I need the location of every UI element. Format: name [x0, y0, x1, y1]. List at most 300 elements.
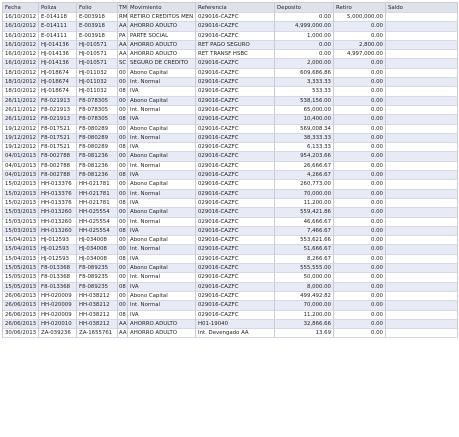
col-saldo-cell	[386, 134, 458, 143]
col-movimiento-cell: IVA	[128, 87, 196, 96]
col-movimiento-cell: IVA	[128, 199, 196, 208]
col-tm-cell: 00	[118, 78, 128, 87]
col-folio-cell: F8-078305	[77, 106, 118, 115]
table-row[interactable]	[3, 329, 458, 338]
col-saldo-cell	[386, 311, 458, 320]
col-tm-cell: SC	[118, 59, 128, 68]
table-row[interactable]	[3, 208, 458, 217]
col-folio-cell: F8-081236	[77, 171, 118, 180]
col-tm-cell: 00	[118, 292, 128, 301]
col-retiro-cell: 0.00	[334, 115, 386, 124]
col-folio-cell: HJ-034008	[77, 255, 118, 264]
col-fecha-cell: 18/10/2012	[3, 87, 39, 96]
col-referencia-cell: 029016-CAZFC	[196, 227, 275, 236]
col-saldo-cell	[386, 245, 458, 254]
col-poliza-cell: E-014111	[39, 22, 77, 31]
col-saldo-cell	[386, 143, 458, 152]
col-retiro-cell: 0.00	[334, 255, 386, 264]
col-folio-cell: F8-089235	[77, 264, 118, 273]
col-deposito-cell: 8,000.00	[275, 283, 334, 292]
col-movimiento-cell: Int. Normal	[128, 162, 196, 171]
col-folio-cell: HH-025554	[77, 218, 118, 227]
col-retiro-cell: 0.00	[334, 171, 386, 180]
col-tm-cell: 00	[118, 134, 128, 143]
col-saldo-cell	[386, 273, 458, 282]
col-tm-cell: 00	[118, 190, 128, 199]
col-deposito-cell: 3,333.33	[275, 78, 334, 87]
col-folio-cell: F8-080289	[77, 134, 118, 143]
col-tm-cell: 08	[118, 171, 128, 180]
col-saldo-cell	[386, 180, 458, 189]
table-row[interactable]	[3, 50, 458, 59]
col-saldo-cell	[386, 218, 458, 227]
col-poliza-cell: F8-002788	[39, 152, 77, 161]
col-deposito-cell: 0.00	[275, 50, 334, 59]
col-movimiento-cell: RETIRO CREDITOS MEN	[128, 13, 196, 22]
col-movimiento-cell: IVA	[128, 171, 196, 180]
col-deposito-cell: 538,156.00	[275, 97, 334, 106]
col-referencia-cell: 029016-CAZFC	[196, 180, 275, 189]
table-row[interactable]	[3, 115, 458, 124]
col-referencia-cell: 029016-CAZFC	[196, 125, 275, 134]
col-deposito-cell: 4,999,000.00	[275, 22, 334, 31]
col-poliza-cell: HH-020009	[39, 311, 77, 320]
col-folio-cell: F8-081236	[77, 152, 118, 161]
col-referencia-cell: 029016-CAZFC	[196, 78, 275, 87]
col-movimiento-cell: Int. Normal	[128, 106, 196, 115]
col-poliza-cell: F8-017521	[39, 125, 77, 134]
col-fecha-cell: 16/10/2012	[3, 59, 39, 68]
col-tm-cell: 00	[118, 301, 128, 310]
col-saldo-cell	[386, 106, 458, 115]
table-row[interactable]	[3, 22, 458, 31]
col-folio-cell: HJ-010571	[77, 41, 118, 50]
col-folio-cell: HJ-011032	[77, 87, 118, 96]
col-tm-cell: 08	[118, 199, 128, 208]
table-row[interactable]	[3, 162, 458, 171]
col-tm-cell: 00	[118, 264, 128, 273]
col-deposito-cell: 7,466.67	[275, 227, 334, 236]
col-movimiento-cell: Int. Normal	[128, 273, 196, 282]
col-poliza-cell: F8-013368	[39, 264, 77, 273]
col-deposito-cell: 4,266.67	[275, 171, 334, 180]
col-saldo-cell	[386, 301, 458, 310]
col-tm-cell: 08	[118, 227, 128, 236]
table-row[interactable]	[3, 152, 458, 161]
col-movimiento-cell: IVA	[128, 255, 196, 264]
col-referencia-cell: 029016-CAZFC	[196, 255, 275, 264]
table-row[interactable]	[3, 69, 458, 78]
col-fecha-cell: 18/10/2012	[3, 69, 39, 78]
col-retiro-cell: 0.00	[334, 190, 386, 199]
col-folio-cell: F8-078305	[77, 97, 118, 106]
col-movimiento-cell: Abono Capital	[128, 264, 196, 273]
col-folio-cell: F8-080289	[77, 143, 118, 152]
col-movimiento-cell: IVA	[128, 311, 196, 320]
col-saldo-cell	[386, 50, 458, 59]
col-fecha-cell: 26/11/2012	[3, 97, 39, 106]
table-row[interactable]	[3, 143, 458, 152]
col-folio-cell: F8-089235	[77, 273, 118, 282]
col-folio-cell: F8-089235	[77, 283, 118, 292]
col-movimiento-cell: Int. Normal	[128, 190, 196, 199]
col-saldo-cell	[386, 190, 458, 199]
col-saldo-cell	[386, 283, 458, 292]
col-folio-cell: HJ-010571	[77, 50, 118, 59]
col-fecha-cell: 15/03/2013	[3, 218, 39, 227]
col-referencia-cell: 029016-CAZFC	[196, 264, 275, 273]
table-row[interactable]	[3, 218, 458, 227]
table-row[interactable]	[3, 320, 458, 329]
col-poliza-cell: HH-013376	[39, 199, 77, 208]
col-referencia-cell: 029016-CAZFC	[196, 87, 275, 96]
col-deposito-cell: 0.00	[275, 13, 334, 22]
col-fecha-cell: 15/05/2013	[3, 264, 39, 273]
table-row[interactable]	[3, 264, 458, 273]
table-row[interactable]	[3, 32, 458, 41]
table-row[interactable]	[3, 125, 458, 134]
col-movimiento-cell: IVA	[128, 143, 196, 152]
col-deposito-cell: 46,666.67	[275, 218, 334, 227]
col-retiro-cell: 0.00	[334, 218, 386, 227]
col-poliza-cell: HH-020009	[39, 301, 77, 310]
col-fecha-cell: 26/06/2013	[3, 301, 39, 310]
col-tm-cell: 08	[118, 255, 128, 264]
col-folio-cell: HH-025554	[77, 208, 118, 217]
col-fecha-cell: 04/01/2013	[3, 162, 39, 171]
col-fecha-cell: 19/12/2012	[3, 125, 39, 134]
col-tm-cell: 00	[118, 245, 128, 254]
col-fecha-cell: 16/10/2012	[3, 32, 39, 41]
col-folio-cell: E-003918	[77, 22, 118, 31]
col-fecha-cell: 16/10/2012	[3, 13, 39, 22]
table-row[interactable]	[3, 97, 458, 106]
col-deposito-cell: 2,000.00	[275, 59, 334, 68]
col-fecha-cell: 26/11/2012	[3, 115, 39, 124]
col-folio-cell: HH-021781	[77, 180, 118, 189]
col-referencia-cell: 029016-CAZFC	[196, 199, 275, 208]
col-saldo-cell	[386, 292, 458, 301]
col-tm-header[interactable]: TM	[119, 5, 127, 11]
col-retiro-cell: 0.00	[334, 162, 386, 171]
col-folio-header[interactable]: Folio	[77, 3, 118, 13]
col-movimiento-cell: Abono Capital	[128, 69, 196, 78]
col-tm-cell: AA	[118, 41, 128, 50]
col-saldo-cell	[386, 264, 458, 273]
col-fecha-header[interactable]: Fecha	[3, 3, 39, 13]
col-tm-cell: 08	[118, 311, 128, 320]
col-movimiento-cell: AHORRO ADULTO	[128, 329, 196, 338]
table-row[interactable]	[3, 245, 458, 254]
col-poliza-cell: HJ-014136	[39, 41, 77, 50]
col-referencia-cell: 029016-CAZFC	[196, 236, 275, 245]
table-row[interactable]	[3, 292, 458, 301]
col-folio-cell: HH-021781	[77, 199, 118, 208]
col-movimiento-cell: AHORRO ADULTO	[128, 41, 196, 50]
col-tm-cell: 08	[118, 115, 128, 124]
col-deposito-cell: 50,000.00	[275, 273, 334, 282]
col-tm-cell: 08	[118, 87, 128, 96]
col-referencia-cell: 029016-CAZFC	[196, 69, 275, 78]
col-poliza-header[interactable]: Poliza	[39, 3, 77, 13]
col-folio-cell: HJ-011032	[77, 69, 118, 78]
col-poliza-cell: HJ-012593	[39, 255, 77, 264]
col-tm-cell: 00	[118, 162, 128, 171]
col-referencia-header[interactable]: Referencia	[196, 3, 275, 13]
col-folio-cell: F8-081236	[77, 162, 118, 171]
table-row[interactable]	[3, 59, 458, 68]
col-retiro-cell: 0.00	[334, 59, 386, 68]
col-saldo-cell	[386, 320, 458, 329]
col-referencia-cell: 029016-CAZFC	[196, 115, 275, 124]
col-movimiento-cell: Int. Normal	[128, 134, 196, 143]
col-retiro-cell: 5,000,000.00	[334, 13, 386, 22]
col-retiro-cell: 0.00	[334, 87, 386, 96]
table-row[interactable]	[3, 106, 458, 115]
col-fecha-cell: 18/10/2012	[3, 78, 39, 87]
col-movimiento-cell: IVA	[128, 227, 196, 236]
col-saldo-cell	[386, 22, 458, 31]
col-poliza-cell: HH-013260	[39, 218, 77, 227]
col-movimiento-cell: IVA	[128, 283, 196, 292]
col-folio-cell: HJ-034008	[77, 245, 118, 254]
col-movimiento-cell: AHORRO ADULTO	[128, 50, 196, 59]
col-referencia-cell: 029016-CAZFC	[196, 292, 275, 301]
col-fecha-cell: 19/12/2012	[3, 143, 39, 152]
col-folio-cell: HJ-011032	[77, 78, 118, 87]
col-poliza-cell: E-014118	[39, 13, 77, 22]
table-row[interactable]	[3, 190, 458, 199]
col-saldo-cell	[386, 115, 458, 124]
col-referencia-cell: 029016-CAZFC	[196, 218, 275, 227]
col-referencia-cell: 029016-CAZFC	[196, 311, 275, 320]
col-retiro-cell: 0.00	[334, 97, 386, 106]
col-saldo-cell	[386, 152, 458, 161]
col-retiro-cell: 0.00	[334, 311, 386, 320]
col-referencia-cell: 029016-CAZFC	[196, 162, 275, 171]
col-tm-cell: RM	[118, 13, 128, 22]
col-saldo-cell	[386, 32, 458, 41]
col-saldo-cell	[386, 125, 458, 134]
col-referencia-cell: 029016-CAZFC	[196, 13, 275, 22]
col-poliza-cell: F8-017521	[39, 143, 77, 152]
col-fecha-cell: 15/04/2013	[3, 245, 39, 254]
col-retiro-cell: 0.00	[334, 32, 386, 41]
col-poliza-cell: F8-013368	[39, 283, 77, 292]
col-saldo-cell	[386, 255, 458, 264]
col-retiro-cell: 0.00	[334, 320, 386, 329]
col-retiro-cell: 0.00	[334, 245, 386, 254]
col-movimiento-cell: Abono Capital	[128, 97, 196, 106]
col-retiro-cell: 0.00	[334, 143, 386, 152]
col-poliza-cell: F8-017521	[39, 134, 77, 143]
col-referencia-cell: 029016-CAZFC	[196, 143, 275, 152]
col-saldo-cell	[386, 171, 458, 180]
col-folio-cell: HJ-010571	[77, 59, 118, 68]
col-fecha-cell: 15/05/2013	[3, 283, 39, 292]
table-row[interactable]	[3, 171, 458, 180]
col-retiro-cell: 0.00	[334, 264, 386, 273]
col-deposito-cell: 70,000.00	[275, 301, 334, 310]
col-tm-cell: 00	[118, 106, 128, 115]
table-row[interactable]	[3, 78, 458, 87]
col-saldo-cell	[386, 78, 458, 87]
col-saldo-cell	[386, 41, 458, 50]
col-fecha-cell: 26/06/2013	[3, 320, 39, 329]
col-tm-cell: 00	[118, 273, 128, 282]
col-referencia-cell: RET PAGO SEGURO	[196, 41, 275, 50]
table-header	[3, 3, 458, 13]
col-saldo-header[interactable]: Saldo	[386, 3, 458, 13]
col-referencia-cell: Int. Devengado AA	[196, 329, 275, 338]
col-poliza-cell: F8-002788	[39, 162, 77, 171]
col-retiro-cell: 0.00	[334, 22, 386, 31]
col-tm-cell: 00	[118, 218, 128, 227]
col-tm-cell: 00	[118, 125, 128, 134]
col-poliza-cell: HH-020009	[39, 292, 77, 301]
table-row[interactable]	[3, 236, 458, 245]
col-retiro-cell: 0.00	[334, 301, 386, 310]
col-movimiento-header[interactable]: Movimiento	[128, 3, 196, 13]
col-deposito-cell: 51,666.67	[275, 245, 334, 254]
table-row[interactable]	[3, 134, 458, 143]
col-tm-cell: 00	[118, 97, 128, 106]
col-saldo-cell	[386, 199, 458, 208]
col-saldo-cell	[386, 87, 458, 96]
col-referencia-cell: 029016-CAZFC	[196, 190, 275, 199]
col-tm-cell: PA	[118, 32, 128, 41]
col-saldo-cell	[386, 13, 458, 22]
col-poliza-cell: HH-020010	[39, 320, 77, 329]
col-folio-cell: HH-038212	[77, 311, 118, 320]
col-tm-cell: 00	[118, 208, 128, 217]
col-movimiento-cell: Abono Capital	[128, 292, 196, 301]
col-deposito-cell: 11,200.00	[275, 311, 334, 320]
col-deposito-cell: 1,000.00	[275, 32, 334, 41]
col-movimiento-cell: PARTE SOCIAL	[128, 32, 196, 41]
col-deposito-cell: 559,421.86	[275, 208, 334, 217]
col-folio-cell: HH-021781	[77, 190, 118, 199]
col-movimiento-cell: AHORRO ADULTO	[128, 22, 196, 31]
col-referencia-cell: 029016-CAZFC	[196, 97, 275, 106]
col-fecha-cell: 30/06/2013	[3, 329, 39, 338]
col-saldo-cell	[386, 59, 458, 68]
col-fecha-cell: 04/01/2013	[3, 152, 39, 161]
col-poliza-cell: F8-021913	[39, 106, 77, 115]
col-poliza-cell: E-014111	[39, 32, 77, 41]
col-poliza-cell: HH-013376	[39, 180, 77, 189]
table-row[interactable]	[3, 41, 458, 50]
col-movimiento-cell: IVA	[128, 115, 196, 124]
col-poliza-cell: HJ-018674	[39, 69, 77, 78]
col-referencia-cell: 029016-CAZFC	[196, 59, 275, 68]
col-referencia-cell: 029016-CAZFC	[196, 106, 275, 115]
col-fecha-cell: 15/02/2013	[3, 199, 39, 208]
col-fecha-cell: 15/04/2013	[3, 236, 39, 245]
col-deposito-cell: 38,333.33	[275, 134, 334, 143]
col-tm-cell: AA	[118, 329, 128, 338]
table-row[interactable]	[3, 301, 458, 310]
col-poliza-cell: HH-013260	[39, 227, 77, 236]
col-retiro-cell: 2,800.00	[334, 41, 386, 50]
table-row[interactable]	[3, 199, 458, 208]
col-retiro-cell: 0.00	[334, 227, 386, 236]
col-fecha-cell: 19/12/2012	[3, 134, 39, 143]
table-row[interactable]	[3, 273, 458, 282]
col-retiro-cell: 0.00	[334, 292, 386, 301]
col-fecha-cell: 15/05/2013	[3, 273, 39, 282]
col-fecha-cell: 15/03/2013	[3, 227, 39, 236]
col-saldo-cell	[386, 69, 458, 78]
col-retiro-cell: 0.00	[334, 329, 386, 338]
col-tm-cell: 08	[118, 143, 128, 152]
col-deposito-cell: 70,000.00	[275, 190, 334, 199]
col-referencia-cell: H01-19040	[196, 320, 275, 329]
col-deposito-cell: 26,666.67	[275, 162, 334, 171]
col-referencia-cell: 029016-CAZFC	[196, 283, 275, 292]
col-folio-cell: HJ-034008	[77, 236, 118, 245]
col-poliza-cell: HJ-014136	[39, 50, 77, 59]
col-movimiento-cell: Abono Capital	[128, 125, 196, 134]
table-row[interactable]	[3, 180, 458, 189]
col-deposito-cell: 555,555.00	[275, 264, 334, 273]
col-deposito-header[interactable]: Deposito	[275, 3, 334, 13]
col-deposito-cell: 609,686.86	[275, 69, 334, 78]
col-retiro-cell: 0.00	[334, 134, 386, 143]
table-row[interactable]	[3, 255, 458, 264]
col-poliza-cell: F8-021913	[39, 97, 77, 106]
col-fecha-cell: 04/01/2013	[3, 171, 39, 180]
col-deposito-cell: 8,266.67	[275, 255, 334, 264]
table-row[interactable]	[3, 87, 458, 96]
col-referencia-cell: 029016-CAZFC	[196, 134, 275, 143]
col-deposito-cell: 569,008.34	[275, 125, 334, 134]
col-tm-cell: 00	[118, 69, 128, 78]
col-fecha-cell: 15/03/2013	[3, 208, 39, 217]
col-poliza-cell: F8-002788	[39, 171, 77, 180]
col-retiro-cell: 4,997,000.00	[334, 50, 386, 59]
col-poliza-cell: ZA-039236	[39, 329, 77, 338]
col-deposito-cell: 13.69	[275, 329, 334, 338]
col-tm-cell: 08	[118, 283, 128, 292]
table-row[interactable]	[3, 283, 458, 292]
col-folio-cell: F8-080289	[77, 125, 118, 134]
col-movimiento-cell: Abono Capital	[128, 236, 196, 245]
table-row[interactable]	[3, 13, 458, 22]
col-fecha-cell: 26/06/2013	[3, 311, 39, 320]
table-row[interactable]	[3, 227, 458, 236]
table-row[interactable]	[3, 311, 458, 320]
col-folio-cell: HH-038212	[77, 292, 118, 301]
col-tm-cell: 00	[118, 236, 128, 245]
col-folio-cell: ZA-1655761	[77, 329, 118, 338]
col-retiro-cell: 0.00	[334, 125, 386, 134]
col-poliza-cell: HJ-012593	[39, 236, 77, 245]
col-movimiento-cell: Abono Capital	[128, 180, 196, 189]
col-referencia-cell: 029016-CAZFC	[196, 32, 275, 41]
col-poliza-cell: HH-013260	[39, 208, 77, 217]
col-deposito-cell: 10,400.00	[275, 115, 334, 124]
col-folio-cell: E-003918	[77, 13, 118, 22]
col-poliza-cell: HJ-014136	[39, 59, 77, 68]
col-deposito-cell: 954,203.66	[275, 152, 334, 161]
col-tm-cell: AA	[118, 50, 128, 59]
col-poliza-cell: HJ-018674	[39, 78, 77, 87]
col-saldo-cell	[386, 162, 458, 171]
col-referencia-cell: 029016-CAZFC	[196, 301, 275, 310]
col-saldo-cell	[386, 208, 458, 217]
col-retiro-header[interactable]: Retiro	[334, 3, 386, 13]
